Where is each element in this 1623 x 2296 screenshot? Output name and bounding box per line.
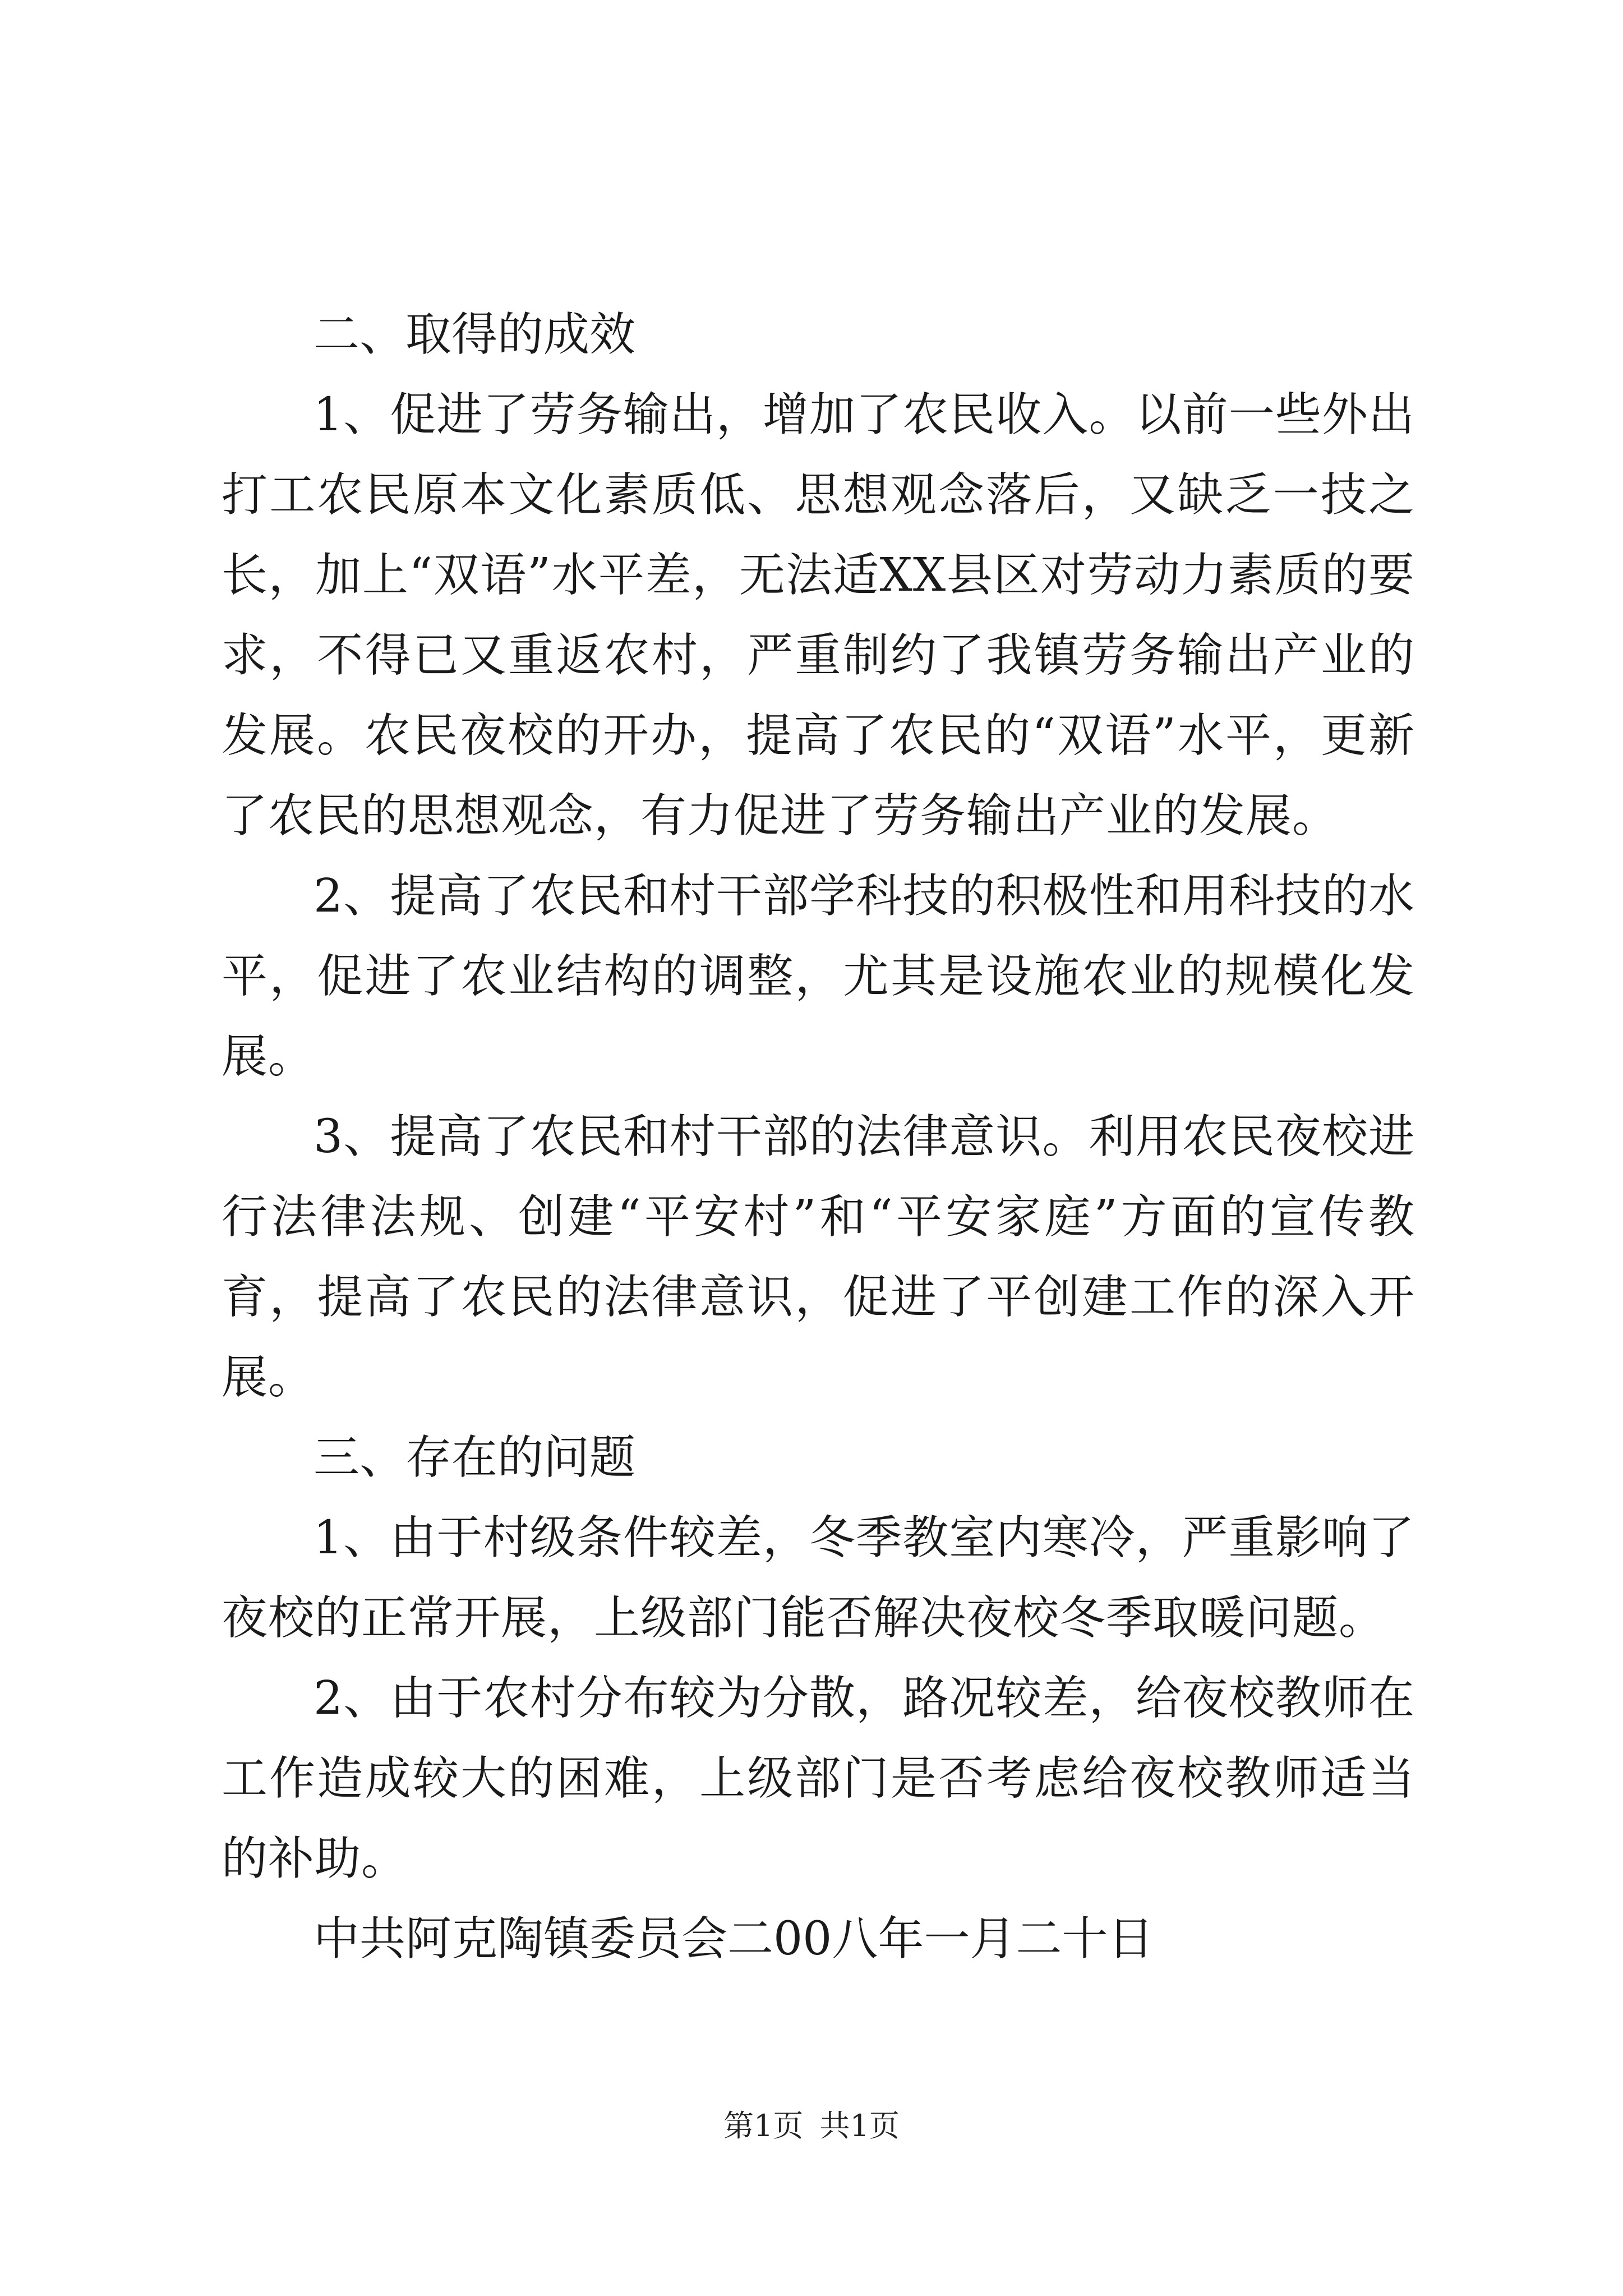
page-footer [0,2106,1623,2146]
signature-line: 中共阿克陶镇委员会二00八年一月二十日 [313,1912,1154,1966]
section-heading-problems: 三、存在的问题 [313,1431,636,1484]
section-heading-achievements: 二、取得的成效 [313,308,636,361]
paragraph-heating-problem: 1、由于村级条件较差，冬季教室内寒冷，严重影响了夜校的正常开展，上级部门能否解决夜校冬季取暖问题。 [222,1511,1415,1645]
paragraph-technology: 2、提高了农民和村干部学科技的积极性和用科技的水平，促进了农业结构的调整，尤其是设施农业的规模化发展。 [222,869,1415,1083]
page-total: 共1页 [819,2108,900,2143]
paragraph-teacher-subsidy: 2、由于农村分布较为分散，路况较差，给夜校教师在工作造成较大的困难，上级部门是否考虑给夜校教师适当的补助。 [222,1672,1415,1885]
page-number: 第1页 [723,2108,804,2143]
paragraph-labor-export: 1、促进了劳务输出，增加了农民收入。以前一些外出打工农民原本文化素质低、思想观念落后，又缺乏一技之长，加上“双语”水平差，无法适XX县区对劳动力素质的要求，不得已又重返农村，严重制约了我镇劳务输出产业的发展。农民夜校的开办，提高了农民的“双语”水平，更新了农民的思想观念，有力促进了劳务输出产业的发展。 [222,388,1415,843]
paragraph-legal-awareness: 3、提高了农民和村干部的法律意识。利用农民夜校进行法律法规、创建“平安村”和“平安家庭”方面的宣传教育，提高了农民的法律意识，促进了平创建工作的深入开展。 [222,1110,1415,1404]
document-body [222,295,1415,1979]
